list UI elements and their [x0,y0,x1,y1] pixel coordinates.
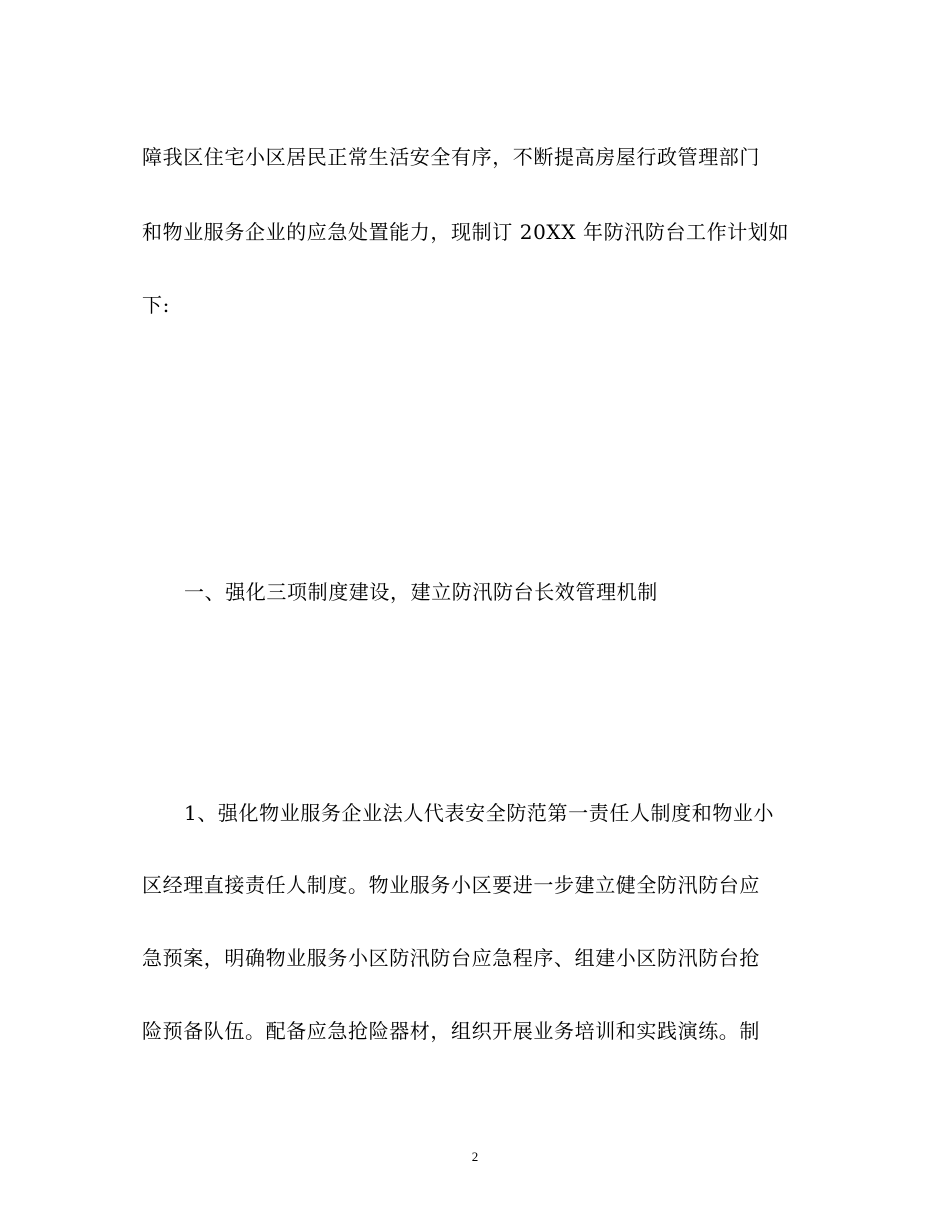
paragraph-line: 障我区住宅小区居民正常生活安全有序，不断提高房屋行政管理部门 [142,145,760,169]
paragraph-line: 险预备队伍。配备应急抢险器材，组织开展业务培训和实践演练。制 [142,1019,760,1043]
paragraph-line: 下: [142,293,170,317]
paragraph-line: 区经理直接责任人制度。物业服务小区要进一步建立健全防汛防台应 [142,873,760,897]
paragraph-line: 1、强化物业服务企业法人代表安全防范第一责任人制度和物业小 [184,801,775,825]
section-heading: 一、强化三项制度建设，建立防汛防台长效管理机制 [184,580,658,604]
page-number: 2 [471,1149,479,1164]
paragraph-line: 急预案，明确物业服务小区防汛防台应急程序、组建小区防汛防台抢 [142,946,760,970]
paragraph-line: 和物业服务企业的应急处置能力，现制订 20XX 年防汛防台工作计划如 [142,220,790,244]
